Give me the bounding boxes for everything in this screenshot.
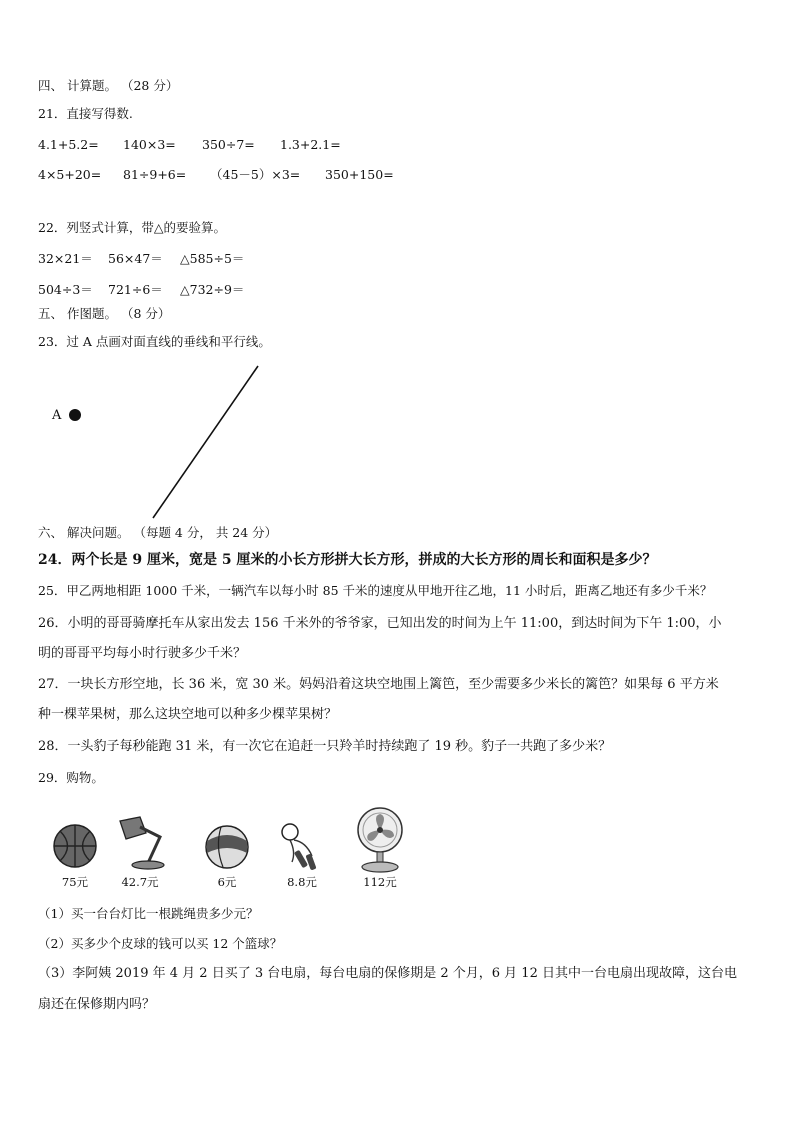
jump-rope-icon [272, 822, 332, 872]
q28-text: 28．一头豹子每秒能跑 31 米，有一次它在追赶一只羚羊时持续跑了 19 秒。豹子一共跑了多少米？ [38, 739, 612, 754]
q24-text: 24．两个长是 9 厘米，宽是 5 厘米的小长方形拼大长方形，拼成的大长方形的周长和面积是多少？ [38, 552, 657, 568]
q21-r1-c3: 350÷7= [202, 137, 255, 152]
price-basketball: 75元 [61, 875, 89, 889]
product-basketball [45, 820, 105, 890]
ball-icon [197, 823, 257, 871]
basketball-icon [45, 820, 105, 870]
q21-r2-c4: 350+150= [325, 167, 394, 182]
q26-line2: 明的哥哥平均每小时行驶多少千米？ [38, 646, 247, 661]
q21-r2-c2: 81÷9+6= [123, 167, 187, 182]
product-ball [197, 823, 257, 890]
q23-text: 23．过 A 点画对面直线的垂线和平行线。 [38, 334, 271, 349]
q22-r1-c2: 56×47＝ [108, 251, 163, 266]
q29-sub1: （1）买一台台灯比一根跳绳贵多少元？ [38, 906, 259, 921]
section4-heading: 四、 计算题。 （28 分） [38, 78, 179, 93]
q22-title: 22．列竖式计算，带△的要验算。 [38, 220, 227, 235]
price-electric-fan: 112元 [363, 875, 397, 889]
q21-r1-c1: 4.1+5.2= [38, 137, 99, 152]
price-desk-lamp: 42.7元 [121, 875, 159, 889]
product-electric-fan [350, 806, 410, 890]
electric-fan-icon [350, 806, 410, 874]
point-a [69, 409, 81, 421]
q27-line1: 27．一块长方形空地，长 36 米，宽 30 米。妈妈沿着这块空地围上篱笆，至少需要多少米长的篱笆？如果每 6 平方米 [38, 677, 719, 692]
section5-heading: 五、 作图题。 （8 分） [38, 306, 171, 321]
price-ball: 6元 [217, 875, 237, 889]
q22-r2-c1: 504÷3＝ [38, 282, 93, 297]
q29-title: 29．购物。 [38, 770, 104, 785]
q29-sub3-line1: （3）李阿姨 2019 年 4 月 2 日买了 3 台电扇，每台电扇的保修期是 2 个月，6 月 12 日其中一台电扇出现故障，这台电 [38, 966, 737, 981]
desk-lamp-icon [110, 813, 180, 871]
q25-text: 25．甲乙两地相距 1000 千米，一辆汽车以每小时 85 千米的速度从甲地开往乙地，11 小时后，距离乙地还有多少千米？ [38, 583, 713, 598]
product-jump-rope [272, 822, 332, 890]
q21-r1-c4: 1.3+2.1= [280, 137, 341, 152]
q26-line1: 26．小明的哥哥骑摩托车从家出发去 156 千米外的爷爷家，已知出发的时间为上午 11:00，到达时间为下午 1:00，小 [38, 616, 722, 631]
given-line [153, 366, 258, 518]
q21-title: 21．直接写得数. [38, 106, 133, 121]
q21-r1-c2: 140×3= [123, 137, 176, 152]
point-a-label: A [52, 408, 62, 423]
section6-heading: 六、 解决问题。 （每题 4 分， 共 24 分） [38, 525, 278, 540]
product-desk-lamp [110, 813, 170, 890]
q29-sub3-line2: 扇还在保修期内吗？ [38, 997, 156, 1012]
q21-r2-c3: （45－5）×3= [210, 167, 301, 182]
q22-r1-c3: △585÷5＝ [180, 251, 245, 266]
q27-line2: 种一棵苹果树，那么这块空地可以种多少棵苹果树？ [38, 707, 338, 722]
price-jump-rope: 8.8元 [287, 875, 317, 889]
q21-r2-c1: 4×5+20= [38, 167, 102, 182]
q22-r1-c1: 32×21＝ [38, 251, 93, 266]
q22-r2-c3: △732÷9＝ [180, 282, 245, 297]
q22-r2-c2: 721÷6＝ [108, 282, 163, 297]
q29-sub2: （2）买多少个皮球的钱可以买 12 个篮球？ [38, 936, 283, 951]
